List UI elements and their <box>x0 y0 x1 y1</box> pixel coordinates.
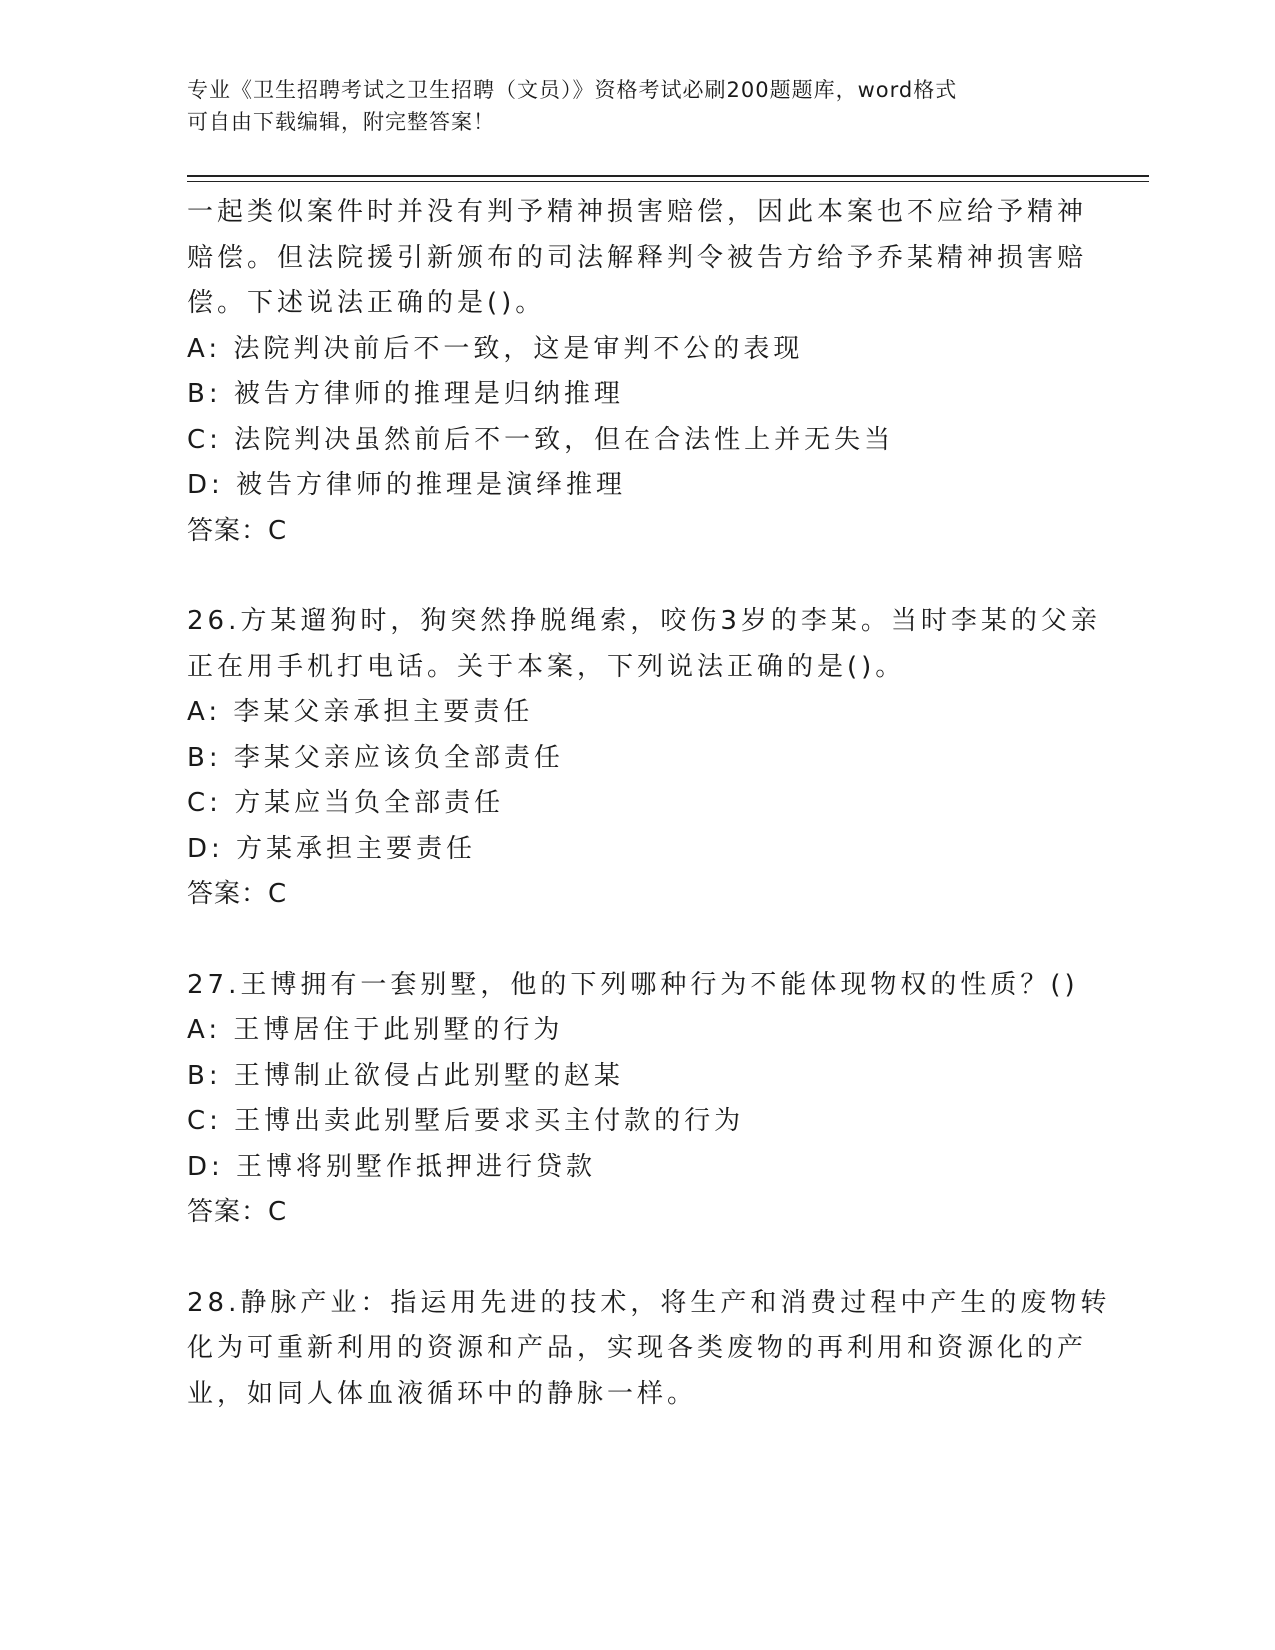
question-text-line: 28.静脉产业：指运用先进的技术，将生产和消费过程中产生的废物转 <box>187 1287 1111 1318</box>
option-d: D: 被告方律师的推理是演绎推理 <box>187 470 627 500</box>
question-text-line: 26.方某遛狗时，狗突然挣脱绳索，咬伤3岁的李某。当时李某的父亲 <box>187 606 1101 636</box>
question-text-line: 赔偿。但法院援引新颁布的司法解释判令被告方给予乔某精神损害赔 <box>187 242 1088 273</box>
option-d: D: 王博将别墅作抵押进行贷款 <box>187 1151 597 1182</box>
option-b: B: 李某父亲应该负全部责任 <box>187 742 564 773</box>
question-list <box>187 190 1111 1417</box>
question-28 <box>187 1281 1111 1418</box>
option-b: B: 被告方律师的推理是归纳推理 <box>187 379 624 409</box>
option-c: C: 方某应当负全部责任 <box>187 788 505 818</box>
question-text-line: 偿。下述说法正确的是()。 <box>187 288 546 318</box>
question-27 <box>187 963 1077 1236</box>
question-26 <box>187 599 1101 918</box>
spacer <box>187 1236 1077 1281</box>
answer-line: 答案：C <box>187 1197 288 1227</box>
page-header <box>187 74 1067 138</box>
question-text-line: 27.王博拥有一套别墅，他的下列哪种行为不能体现物权的性质？() <box>187 969 1079 1000</box>
header-divider-thin <box>187 181 1149 182</box>
answer-line: 答案：C <box>187 879 288 909</box>
option-c: C: 王博出卖此别墅后要求买主付款的行为 <box>187 1106 745 1136</box>
option-a: A: 李某父亲承担主要责任 <box>187 697 534 727</box>
spacer <box>187 918 1077 963</box>
question-text-line: 化为可重新利用的资源和产品，实现各类废物的再利用和资源化的产 <box>187 1333 1088 1363</box>
question-text-line: 正在用手机打电话。关于本案，下列说法正确的是()。 <box>187 651 906 682</box>
option-a: A: 法院判决前后不一致，这是审判不公的表现 <box>187 333 804 364</box>
option-a: A: 王博居住于此别墅的行为 <box>187 1015 564 1045</box>
answer-line: 答案：C <box>187 515 288 546</box>
option-d: D: 方某承担主要责任 <box>187 833 477 864</box>
header-line-2: 可自由下载编辑，附完整答案！ <box>187 110 495 134</box>
question-25 <box>187 190 1088 554</box>
option-b: B: 王博制止欲侵占此别墅的赵某 <box>187 1060 624 1091</box>
header-line-1: 专业《卫生招聘考试之卫生招聘（文员）》资格考试必刷200题题库，word格式 <box>187 78 958 102</box>
question-text-line: 一起类似案件时并没有判予精神损害赔偿，因此本案也不应给予精神 <box>187 197 1088 227</box>
option-c: C: 法院判决虽然前后不一致，但在合法性上并无失当 <box>187 424 895 455</box>
spacer <box>187 554 1077 599</box>
header-divider-thick <box>187 175 1149 177</box>
question-text-line: 业，如同人体血液循环中的静脉一样。 <box>187 1378 698 1409</box>
